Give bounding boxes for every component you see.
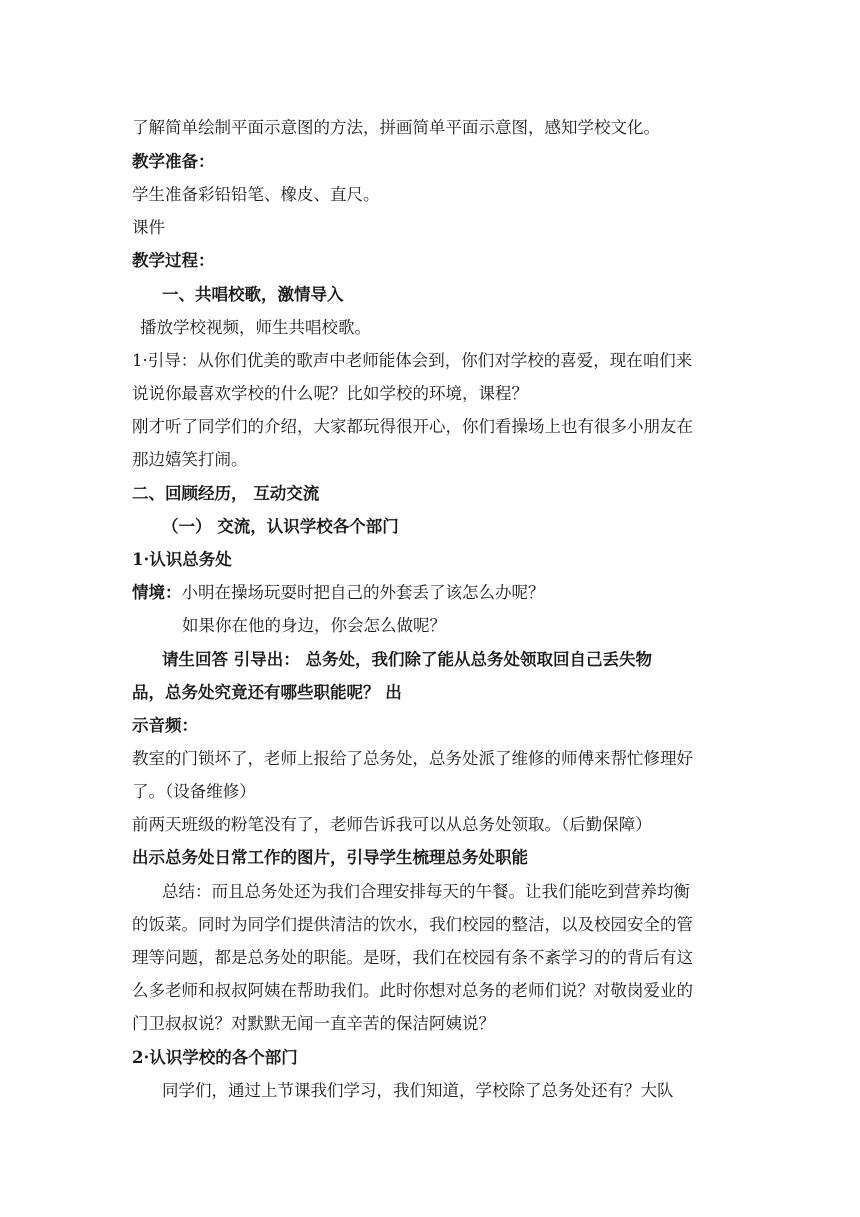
context-label: 情境：: [132, 583, 182, 602]
context-text: 小明在操场玩耍时把自己的外套丢了该怎么办呢？: [181, 583, 545, 602]
text-line: 课件: [132, 218, 165, 237]
bold-instruction: 出示总务处日常工作的图片，引导学生梳理总务处职能: [132, 848, 528, 867]
text-line: 门卫叔叔说？对默默无闻一直辛苦的保洁阿姨说？: [132, 1014, 495, 1033]
text-line: 同学们，通过上节课我们学习，我们知道，学校除了总务处还有？大队: [162, 1081, 674, 1100]
item-heading: 1·认识总务处: [132, 550, 232, 569]
section-heading: 教学准备：: [132, 152, 215, 171]
text-line: [132, 583, 545, 603]
text-line: 刚才听了同学们的介绍，大家都玩得很开心，你们看操场上也有很多小朋友在: [132, 417, 693, 436]
text-line: 说说你最喜欢学校的什么呢？比如学校的环境，课程？: [132, 384, 528, 403]
text-line: 么多老师和叔叔阿姨在帮助我们。此时你想对总务的老师们说？对敬岗爱业的: [132, 981, 693, 1000]
text-line: 了解简单绘制平面示意图的方法，拼画简单平面示意图，感知学校文化。: [132, 118, 660, 137]
subsection-heading: （一） 交流，认识学校各个部门: [162, 517, 399, 536]
item-heading: 2·认识学校的各个部门: [132, 1048, 298, 1067]
section-heading: 二、回顾经历， 互动交流: [132, 484, 320, 503]
text-line: 1·引导：从你们优美的歌声中老师能体会到，你们对学校的喜爱，现在咱们来: [132, 351, 693, 370]
text-line: 了。（设备维修）: [132, 782, 256, 801]
text-line: 品，总务处究竟还有哪些职能呢？ 出: [132, 683, 402, 702]
text-line: 的饭菜。同时为同学们提供清洁的饮水，我们校园的整洁，以及校园安全的管: [132, 915, 693, 934]
text-line: 请生回答 引导出： 总务处，我们除了能从总务处领取回自己丢失物: [162, 650, 652, 669]
subsection-heading: 一、共唱校歌，激情导入: [162, 285, 344, 304]
text-line: 教室的门锁坏了，老师上报给了总务处，总务处派了维修的师傅来帮忙修理好: [132, 749, 693, 768]
text-line: 那边嬉笑打闹。: [132, 450, 248, 469]
text-line: 示音频：: [132, 716, 198, 735]
text-line: 理等问题，都是总务处的职能。是呀，我们在校园有条不紊学习的的背后有这: [132, 948, 693, 967]
text-line: 学生准备彩铅铅笔、橡皮、直尺。: [132, 185, 380, 204]
section-heading: 教学过程：: [132, 251, 215, 270]
text-line: 如果你在他的身边，你会怎么做呢？: [182, 616, 446, 635]
text-line: 前两天班级的粉笔没有了，老师告诉我可以从总务处领取。（后勤保障）: [132, 815, 652, 834]
text-line: 播放学校视频，师生共唱校歌。: [140, 318, 371, 337]
text-line: 总结：而且总务处还为我们合理安排每天的午餐。让我们能吃到营养均衡: [162, 882, 690, 901]
